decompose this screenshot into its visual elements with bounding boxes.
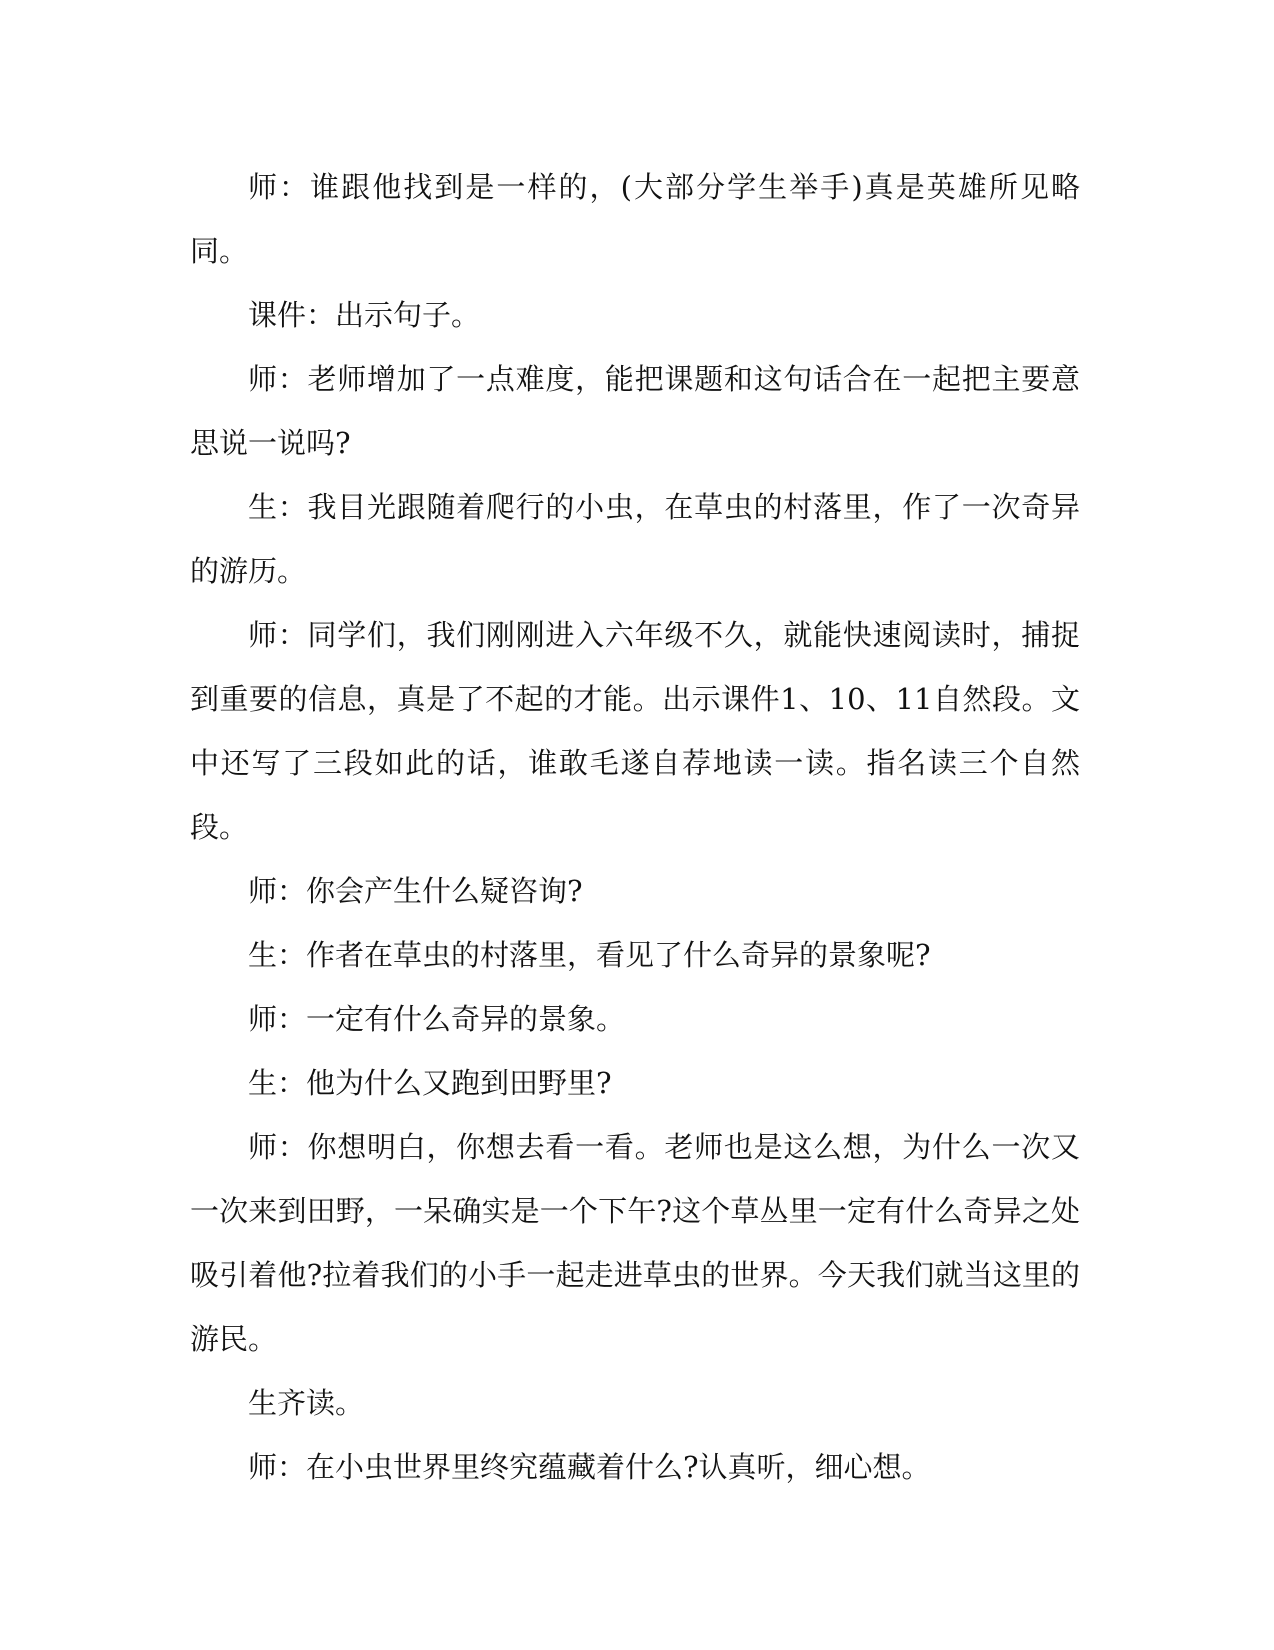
document-body xyxy=(190,155,1080,1499)
paragraph-1: 师：谁跟他找到是一样的，(大部分学生举手)真是英雄所见略同。 xyxy=(190,170,1080,268)
paragraph-12: 师：在小虫世界里终究蕴藏着什么?认真听，细心想。 xyxy=(248,1450,931,1484)
paragraph-6: 师：你会产生什么疑咨询? xyxy=(248,874,583,908)
paragraph-7: 生：作者在草虫的村落里，看见了什么奇异的景象呢? xyxy=(248,938,931,972)
paragraph-5: 师：同学们，我们刚刚进入六年级不久，就能快速阅读时，捕捉到重要的信息，真是了不起的才能。出示课件1、10、11自然段。文中还写了三段如此的话，谁敢毛遂自荐地读一读。指名读三个自然段。 xyxy=(190,618,1080,844)
paragraph-9: 生：他为什么又跑到田野里? xyxy=(248,1066,612,1100)
paragraph-4: 生：我目光跟随着爬行的小虫，在草虫的村落里，作了一次奇异的游历。 xyxy=(190,490,1080,588)
paragraph-2: 课件：出示句子。 xyxy=(248,298,481,332)
paragraph-3: 师：老师增加了一点难度，能把课题和这句话合在一起把主要意思说一说吗? xyxy=(190,362,1080,460)
paragraph-10: 师：你想明白，你想去看一看。老师也是这么想，为什么一次又一次来到田野，一呆确实是一个下午?这个草丛里一定有什么奇异之处吸引着他?拉着我们的小手一起走进草虫的世界。今天我们就当这里的游民。 xyxy=(190,1130,1080,1356)
paragraph-11: 生齐读。 xyxy=(248,1386,365,1420)
paragraph-8: 师：一定有什么奇异的景象。 xyxy=(248,1002,626,1036)
